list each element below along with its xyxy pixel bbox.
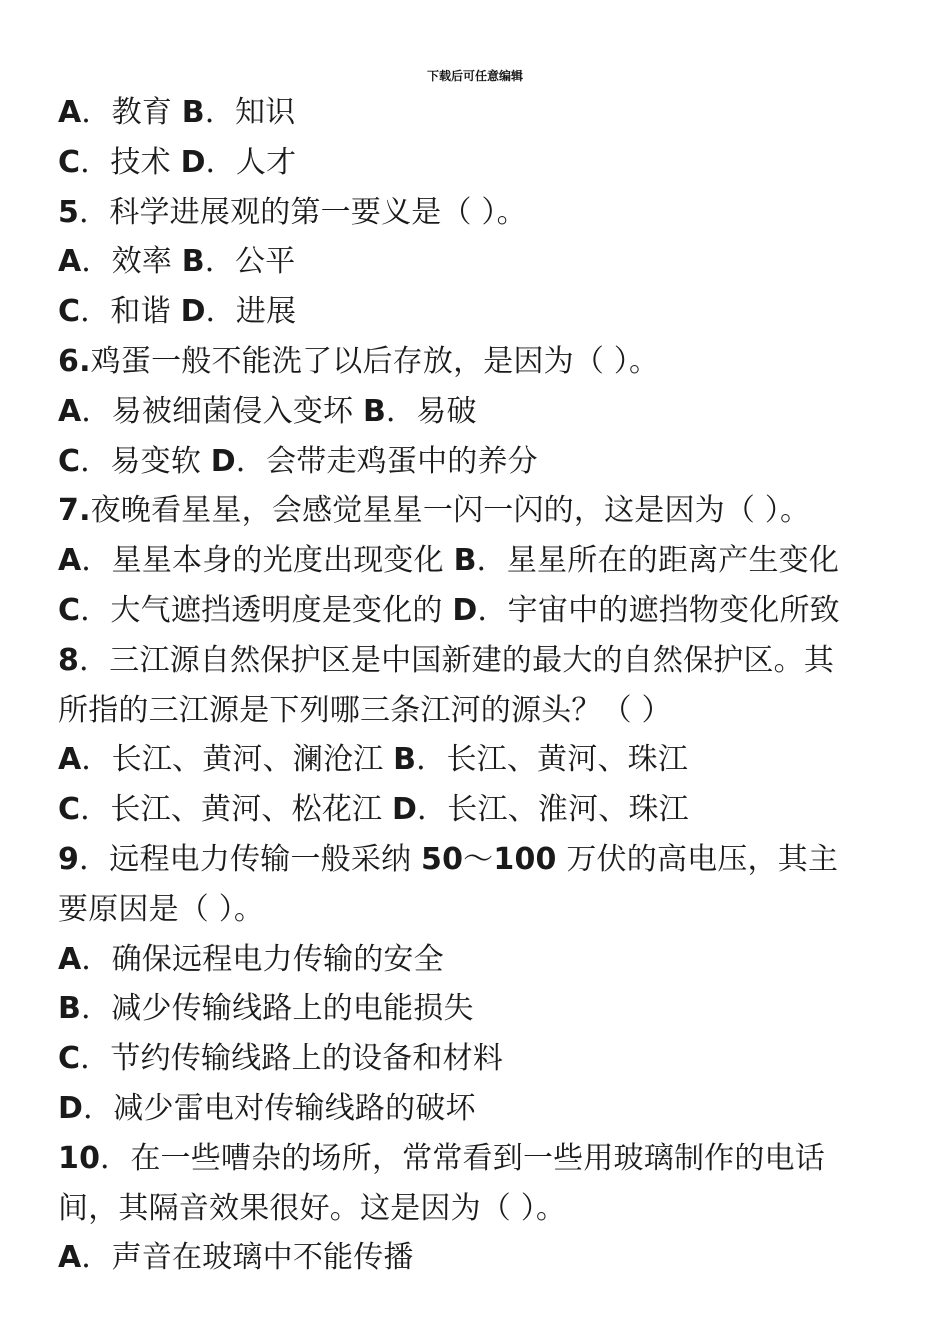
question-line: 8．三江源自然保护区是中国新建的最大的自然保护区。其: [58, 642, 835, 678]
text-line: C．和谐 D．进展: [58, 294, 297, 330]
question-line: 5．科学进展观的第一要义是（ ）。: [58, 194, 527, 230]
document-body: [58, 88, 898, 1283]
question-line: 10．在一些嘈杂的场所，常常看到一些用玻璃制作的电话: [58, 1140, 825, 1176]
text-line: D．减少雷电对传输线路的破坏: [58, 1090, 476, 1126]
text-line: C．易变软 D．会带走鸡蛋中的养分: [58, 443, 538, 479]
page-header: 下载后可任意编辑: [426, 69, 523, 83]
text-line: C．长江、黄河、松花江 D．长江、淮河、珠江: [58, 792, 689, 828]
question-line: 6.鸡蛋一般不能洗了以后存放，是因为（ ）。: [58, 343, 660, 379]
text-line: C．技术 D．人才: [58, 144, 297, 180]
text-line: A．长江、黄河、澜沧江 B．长江、黄河、珠江: [58, 742, 689, 778]
text-line: A．确保远程电力传输的安全: [58, 941, 444, 977]
question-line-continued: 要原因是（ ）。: [58, 891, 265, 927]
text-line: C．节约传输线路上的设备和材料: [58, 1041, 504, 1077]
text-line: A．效率 B．公平: [58, 244, 296, 280]
text-line: B．减少传输线路上的电能损失: [58, 991, 474, 1027]
text-line: C．大气遮挡透明度是变化的 D．宇宙中的遮挡物变化所致: [58, 592, 840, 628]
question-line-continued: 间，其隔音效果很好。这是因为（ ）。: [58, 1190, 567, 1226]
text-line: A．易被细菌侵入变坏 B．易破: [58, 393, 477, 429]
text-line: A．星星本身的光度出现变化 B．星星所在的距离产生变化: [58, 543, 840, 579]
text-line: A．声音在玻璃中不能传播: [58, 1240, 414, 1276]
question-line: 7.夜晚看星星，会感觉星星一闪一闪的，这是因为（ ）。: [58, 493, 811, 529]
question-line-continued: 所指的三江源是下列哪三条江河的源头？（ ）: [58, 692, 672, 728]
question-line: 9．远程电力传输一般采纳 50～100 万伏的高电压，其主: [58, 841, 839, 877]
text-line: A．教育 B．知识: [58, 95, 296, 130]
